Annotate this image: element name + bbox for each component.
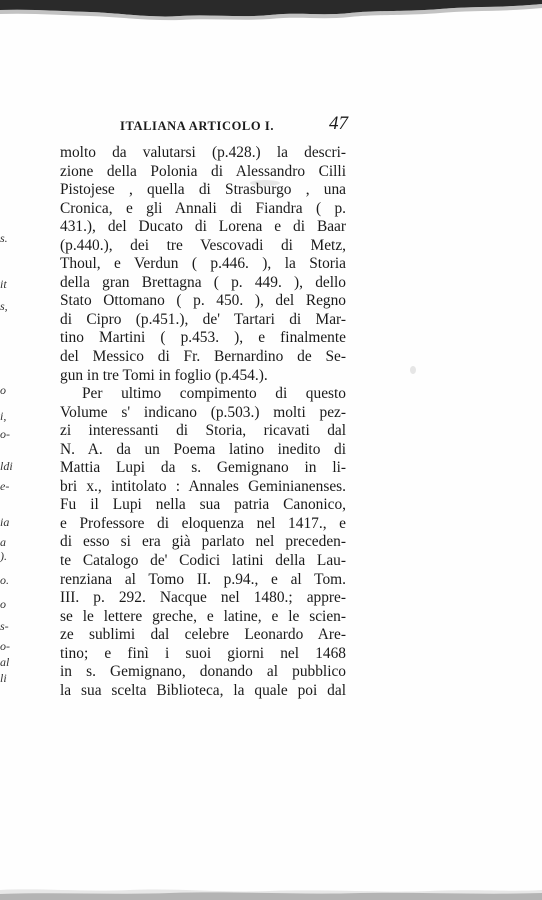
text-line: tino; e finì i suoi giorni nel 1468 bbox=[60, 644, 346, 662]
margin-fragment: i, bbox=[0, 409, 7, 423]
text-line: (p.440.), dei tre Vescovadi di Metz, bbox=[60, 236, 346, 254]
running-head bbox=[120, 113, 348, 138]
text-line: se le lettere greche, e latine, e le scien- bbox=[60, 607, 346, 625]
paragraph-start-line: Per ultimo compimento di questo bbox=[82, 385, 346, 403]
margin-fragment: it bbox=[0, 277, 7, 291]
text-line: 431.), del Ducato di Lorena e di Baar bbox=[60, 218, 346, 236]
text-line: Fu il Lupi nella sua patria Canonico, bbox=[60, 496, 346, 514]
text-line: zione della Polonia di Alessandro Cilli bbox=[60, 162, 346, 180]
text-line: Cronica, e gli Annali di Fiandra ( p. bbox=[60, 199, 346, 217]
text-line: di esso si era già parlato nel preceden- bbox=[60, 533, 346, 551]
margin-fragment: s- bbox=[0, 619, 9, 633]
body-text bbox=[60, 144, 346, 700]
text-line: e Professore di eloquenza nel 1417., e bbox=[60, 514, 346, 532]
margin-fragment: s, bbox=[0, 299, 8, 313]
text-line: della gran Brettagna ( p. 449. ), dello bbox=[60, 273, 346, 291]
text-line: tino Martini ( p.453. ), e finalmente bbox=[60, 329, 346, 347]
text-line: te Catalogo de' Codici latini della Lau- bbox=[60, 552, 346, 570]
margin-fragment: o. bbox=[0, 573, 9, 587]
margin-fragment: o- bbox=[0, 427, 10, 441]
top-edge-shadow bbox=[0, 0, 542, 22]
text-line: molto da valutarsi (p.428.) la descri- bbox=[60, 144, 346, 161]
text-line: Thoul, e Verdun ( p.446. ), la Storia bbox=[60, 255, 346, 273]
margin-fragment: al bbox=[0, 655, 10, 669]
text-line: N. A. da un Poema latino inedito di bbox=[60, 440, 346, 458]
text-line: Mattia Lupi da s. Gemignano in li- bbox=[60, 459, 346, 477]
text-line: bri x., intitolato : Annales Geminianenses. bbox=[60, 477, 346, 495]
text-line: di Cipro (p.451.), de' Tartari di Mar- bbox=[60, 310, 346, 328]
margin-fragment: ). bbox=[0, 549, 7, 563]
margin-fragment: e- bbox=[0, 479, 10, 493]
margin-fragment: a bbox=[0, 535, 6, 549]
text-line: Stato Ottomano ( p. 450. ), del Regno bbox=[60, 292, 346, 310]
margin-fragment: ia bbox=[0, 515, 10, 529]
margin-fragment: li bbox=[0, 671, 7, 685]
margin-fragment: o bbox=[0, 383, 6, 397]
text-line: la sua scelta Biblioteca, la quale poi dal bbox=[60, 681, 346, 699]
margin-fragment: o- bbox=[0, 639, 10, 653]
bottom-edge-shadow bbox=[0, 884, 542, 900]
page-number: 47 bbox=[329, 113, 348, 134]
text-line: III. p. 292. Nacque nel 1480.; appre- bbox=[60, 589, 346, 607]
ink-smudge bbox=[250, 180, 280, 186]
text-line: ze sublimi dal celebre Leonardo Are- bbox=[60, 626, 346, 644]
paragraph-end-line: gun in tre Tomi in foglio (p.454.). bbox=[60, 366, 268, 384]
margin-fragment: s. bbox=[0, 231, 8, 245]
text-line: del Messico di Fr. Bernardino de Se- bbox=[60, 348, 346, 366]
margin-fragment: o bbox=[0, 597, 6, 611]
text-line: renziana al Tomo II. p.94., e al Tom. bbox=[60, 570, 346, 588]
text-line: zi interessanti di Storia, ricavati dal bbox=[60, 422, 346, 440]
ink-smudge bbox=[410, 366, 416, 374]
text-line: Volume s' indicano (p.503.) molti pez- bbox=[60, 403, 346, 421]
text-line: Pistojese , quella di Strasburgo , una bbox=[60, 181, 346, 199]
running-head-title: ITALIANA ARTICOLO I. bbox=[120, 119, 275, 133]
margin-fragment: ldi bbox=[0, 459, 13, 473]
text-line: in s. Gemignano, donando al pubblico bbox=[60, 663, 346, 681]
